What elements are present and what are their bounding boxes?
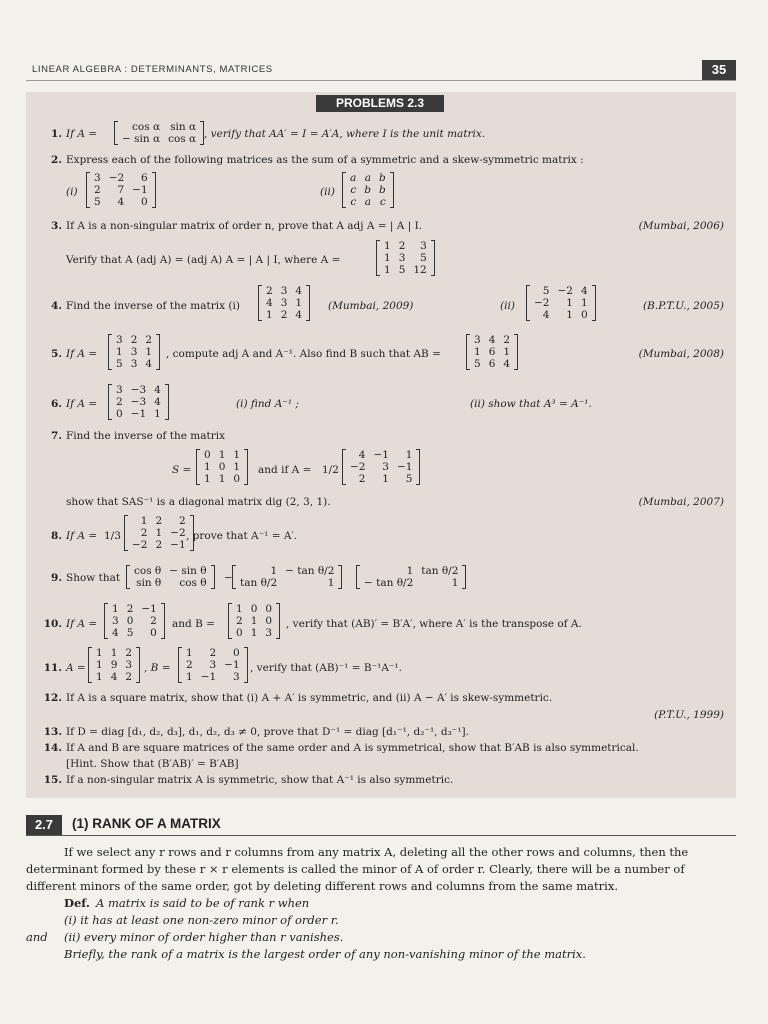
problem-text: , B = bbox=[144, 662, 171, 674]
problem-number: 8. bbox=[51, 530, 62, 542]
matrix: 1 − tan θ/2 tan θ/2 1 bbox=[232, 565, 342, 589]
paragraph-line: different minors of the same order, got by deleting different rows and columns from the same matrix. bbox=[26, 879, 618, 893]
problem-text: and if A = bbox=[258, 464, 312, 476]
condition-line: (i) it has at least one non-zero minor of order r. bbox=[64, 913, 339, 927]
matrix: 1 1 2 1 9 3 1 4 2 bbox=[88, 647, 140, 683]
problems-box bbox=[26, 92, 736, 798]
reference: (P.T.U., 1999) bbox=[654, 709, 724, 721]
definition-text: A matrix is said to be of rank r when bbox=[96, 896, 310, 910]
problem-number: 12. bbox=[43, 692, 62, 704]
problem-text: If A = bbox=[66, 348, 98, 360]
problem-text: If a non-singular matrix A is symmetric, show that A⁻¹ is also symmetric. bbox=[66, 774, 454, 786]
problem-number: 14. bbox=[43, 742, 62, 754]
condition-line: (ii) every minor of order higher than r vanishes. bbox=[64, 930, 344, 944]
problem-label: (i) bbox=[66, 186, 78, 198]
problem-number: 11. bbox=[43, 662, 62, 674]
page-number: 35 bbox=[702, 60, 736, 80]
problem-number: 3. bbox=[51, 220, 62, 232]
fraction: 1/3 bbox=[104, 530, 121, 542]
problem-text: If A = bbox=[66, 398, 98, 410]
matrix: 1 2 −1 3 0 2 4 5 0 bbox=[104, 603, 165, 639]
matrix: 1 2 2 2 1 −2 −2 2 −1 bbox=[124, 515, 194, 551]
matrix: 2 3 4 4 3 1 1 2 4 bbox=[258, 285, 310, 321]
summary-line: Briefly, the rank of a matrix is the largest order of any non-vanishing minor of the matrix. bbox=[64, 947, 586, 961]
matrix: 3 −2 6 2 7 −1 5 4 0 bbox=[86, 172, 156, 208]
hint: [Hint. Show that (B′AB)′ = B′AB] bbox=[66, 758, 239, 770]
section-title: (1) RANK OF A MATRIX bbox=[72, 816, 221, 831]
matrix: cos θ − sin θ sin θ cos θ bbox=[126, 565, 215, 589]
problem-text: If D = diag [d₁, d₂, d₃], d₁, d₂, d₃ ≠ 0, prove that D⁻¹ = diag [d₁⁻¹, d₂⁻¹, d₃⁻¹]. bbox=[66, 726, 469, 738]
matrix: 0 1 1 1 0 1 1 1 0 bbox=[196, 449, 248, 485]
problem-number: 9. bbox=[51, 572, 62, 584]
problem-text: and B = bbox=[172, 618, 215, 630]
paragraph-line: If we select any r rows and r columns from any matrix A, deleting all the other rows and columns, then the bbox=[64, 845, 689, 859]
problem-text: , verify that (AB)⁻¹ = B⁻¹A⁻¹. bbox=[250, 662, 403, 674]
matrix: 1 tan θ/2 − tan θ/2 1 bbox=[356, 565, 466, 589]
matrix: a a b c b b c a c bbox=[342, 172, 394, 208]
problem-number: 5. bbox=[51, 348, 62, 360]
reference: (Mumbai, 2006) bbox=[638, 220, 724, 232]
problem-text: If A = bbox=[66, 128, 98, 140]
problem-text: show that SAS⁻¹ is a diagonal matrix dig (2, 3, 1). bbox=[66, 496, 331, 508]
problem-text: Find the inverse of the matrix (i) bbox=[66, 300, 240, 312]
problem-number: 10. bbox=[43, 618, 62, 630]
fraction: 1/2 bbox=[322, 464, 339, 476]
problem-number: 1. bbox=[51, 128, 62, 140]
problem-label: (ii) bbox=[320, 186, 335, 198]
problem-number: 13. bbox=[43, 726, 62, 738]
problem-text: A = bbox=[66, 662, 86, 674]
problem-number: 4. bbox=[51, 300, 62, 312]
and-word: and bbox=[26, 930, 48, 944]
problem-text: (i) find A⁻¹ ; bbox=[236, 398, 299, 410]
problem-text: , verify that (AB)′ = B′A′, where A′ is the transpose of A. bbox=[286, 618, 582, 630]
problem-text: If A = bbox=[66, 618, 98, 630]
matrix: 1 2 0 2 3 −1 1 −1 3 bbox=[178, 647, 248, 683]
matrix-label: S = bbox=[172, 464, 192, 476]
problem-text: , verify that AA′ = I = A′A, where I is the unit matrix. bbox=[204, 128, 486, 140]
problem-label: (ii) bbox=[500, 300, 515, 312]
running-title: LINEAR ALGEBRA : DETERMINANTS, MATRICES bbox=[32, 64, 273, 75]
matrix: 3 −3 4 2 −3 4 0 −1 1 bbox=[108, 384, 169, 420]
problem-text: , compute adj A and A⁻¹. Also find B such that AB = bbox=[166, 348, 441, 360]
problem-number: 7. bbox=[51, 430, 62, 442]
problem-text: If A is a square matrix, show that (i) A + A′ is symmetric, and (ii) A − A′ is skew-symmetric. bbox=[66, 692, 553, 704]
reference: (B.P.T.U., 2005) bbox=[643, 300, 724, 312]
problems-badge: PROBLEMS 2.3 bbox=[316, 95, 444, 112]
problem-text: Express each of the following matrices as the sum of a symmetric and a skew-symmetric matrix : bbox=[66, 154, 584, 166]
reference: (Mumbai, 2009) bbox=[328, 300, 414, 312]
section-number: 2.7 bbox=[26, 815, 62, 835]
problem-text: If A and B are square matrices of the same order and A is symmetrical, show that B′AB is also symmetrical. bbox=[66, 742, 639, 754]
matrix: 3 4 2 1 6 1 5 6 4 bbox=[466, 334, 518, 370]
reference: (Mumbai, 2007) bbox=[638, 496, 724, 508]
problem-text: (ii) show that A³ = A⁻¹. bbox=[470, 398, 592, 410]
matrix: 5 −2 4 −2 1 1 4 1 0 bbox=[526, 285, 596, 321]
problem-text: Show that bbox=[66, 572, 121, 584]
matrix: 1 2 3 1 3 5 1 5 12 bbox=[376, 240, 435, 276]
problem-text: If A is a non-singular matrix of order n, prove that A adj A = | A | I. bbox=[66, 220, 423, 232]
matrix: 3 2 2 1 3 1 5 3 4 bbox=[108, 334, 160, 370]
problem-text: If A = bbox=[66, 530, 98, 542]
reference: (Mumbai, 2008) bbox=[638, 348, 724, 360]
problem-text: Find the inverse of the matrix bbox=[66, 430, 226, 442]
problem-text: Verify that A (adj A) = (adj A) A = | A | I, where A = bbox=[66, 254, 341, 266]
matrix: 4 −1 1 −2 3 −1 2 1 5 bbox=[342, 449, 420, 485]
problem-text: − bbox=[224, 572, 233, 584]
matrix: 1 0 0 2 1 0 0 1 3 bbox=[228, 603, 280, 639]
problem-text: , prove that A⁻¹ = A′. bbox=[186, 530, 298, 542]
running-header bbox=[26, 60, 736, 81]
problem-number: 6. bbox=[51, 398, 62, 410]
problem-number: 2. bbox=[51, 154, 62, 166]
problem-number: 15. bbox=[43, 774, 62, 786]
matrix: cos α sin α − sin α cos α bbox=[114, 121, 204, 145]
section-heading bbox=[26, 815, 736, 836]
definition-label: Def. bbox=[64, 896, 90, 910]
paragraph-line: determinant formed by these r × r elements is called the minor of A of order r. Clearly, there will be a number of bbox=[26, 862, 685, 876]
